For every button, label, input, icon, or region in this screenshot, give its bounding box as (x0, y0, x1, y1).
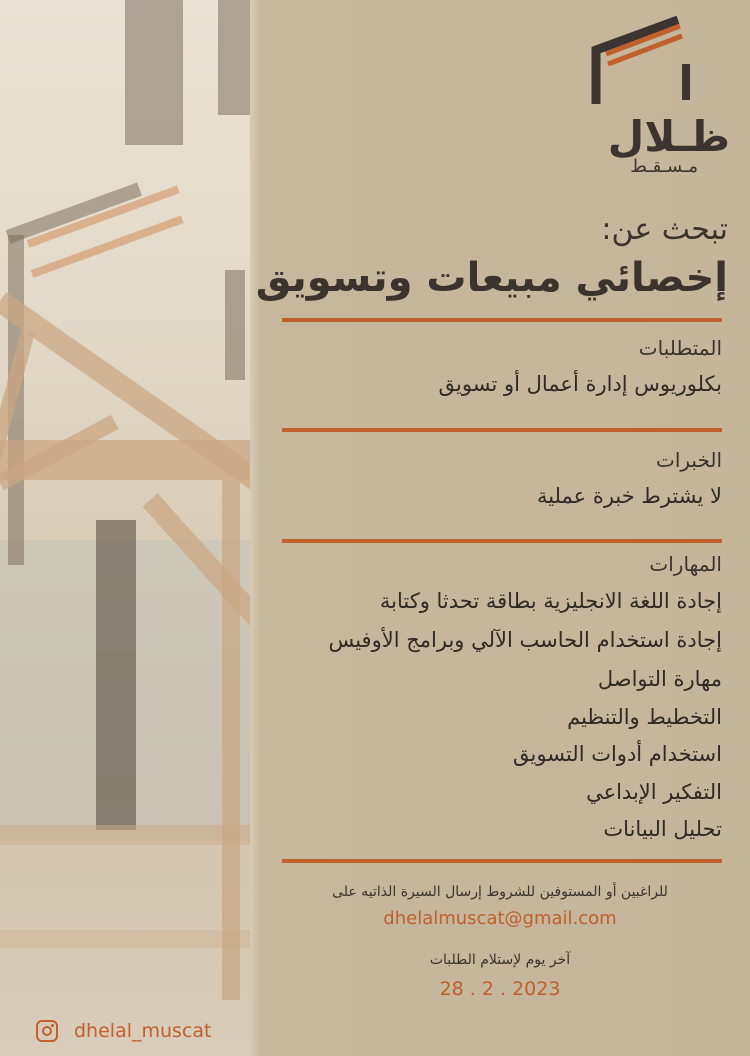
requirement-item: بكلوريوس إدارة أعمال أو تسويق (438, 372, 722, 396)
apply-instructions: للراغبين أو المستوفين للشروط إرسال السيرة الذاتيه على (332, 884, 668, 900)
divider (282, 859, 722, 863)
instagram-icon (36, 1020, 58, 1042)
divider (282, 318, 722, 322)
skill-item: التخطيط والتنظيم (567, 705, 722, 729)
skills-title: المهارات (649, 552, 722, 576)
skill-item: التفكير الإبداعي (586, 780, 722, 804)
deadline-label: آخر يوم لإستلام الطلبات (429, 952, 571, 968)
skill-item: استخدام أدوات التسويق (513, 742, 722, 766)
contact-email-link[interactable]: dhelalmuscat@gmail.com (383, 908, 617, 929)
brand-name: ظـلال (607, 112, 730, 161)
skill-item: تحليل البيانات (603, 817, 722, 841)
skill-item: إجادة اللغة الانجليزية بطاقة تحدثا وكتابة (379, 589, 722, 613)
looking-for-label: تبحث عن: (601, 212, 728, 247)
requirements-title: المتطلبات (638, 336, 722, 360)
skill-item: مهارة التواصل (597, 667, 722, 691)
deadline-date: 28 . 2 . 2023 (439, 978, 561, 1000)
instagram-handle[interactable]: dhelal_muscat (74, 1020, 212, 1042)
experience-title: الخبرات (655, 448, 722, 472)
job-title: إخصائي مبيعات وتسويق (255, 255, 728, 301)
background-photo (0, 0, 250, 1056)
skill-item: إجادة استخدام الحاسب الآلي وبرامج الأوفيس (328, 628, 722, 652)
brand-subtitle: مـسـقـط (630, 156, 698, 177)
divider (282, 539, 722, 543)
divider (282, 428, 722, 432)
experience-item: لا يشترط خبرة عملية (536, 484, 722, 508)
